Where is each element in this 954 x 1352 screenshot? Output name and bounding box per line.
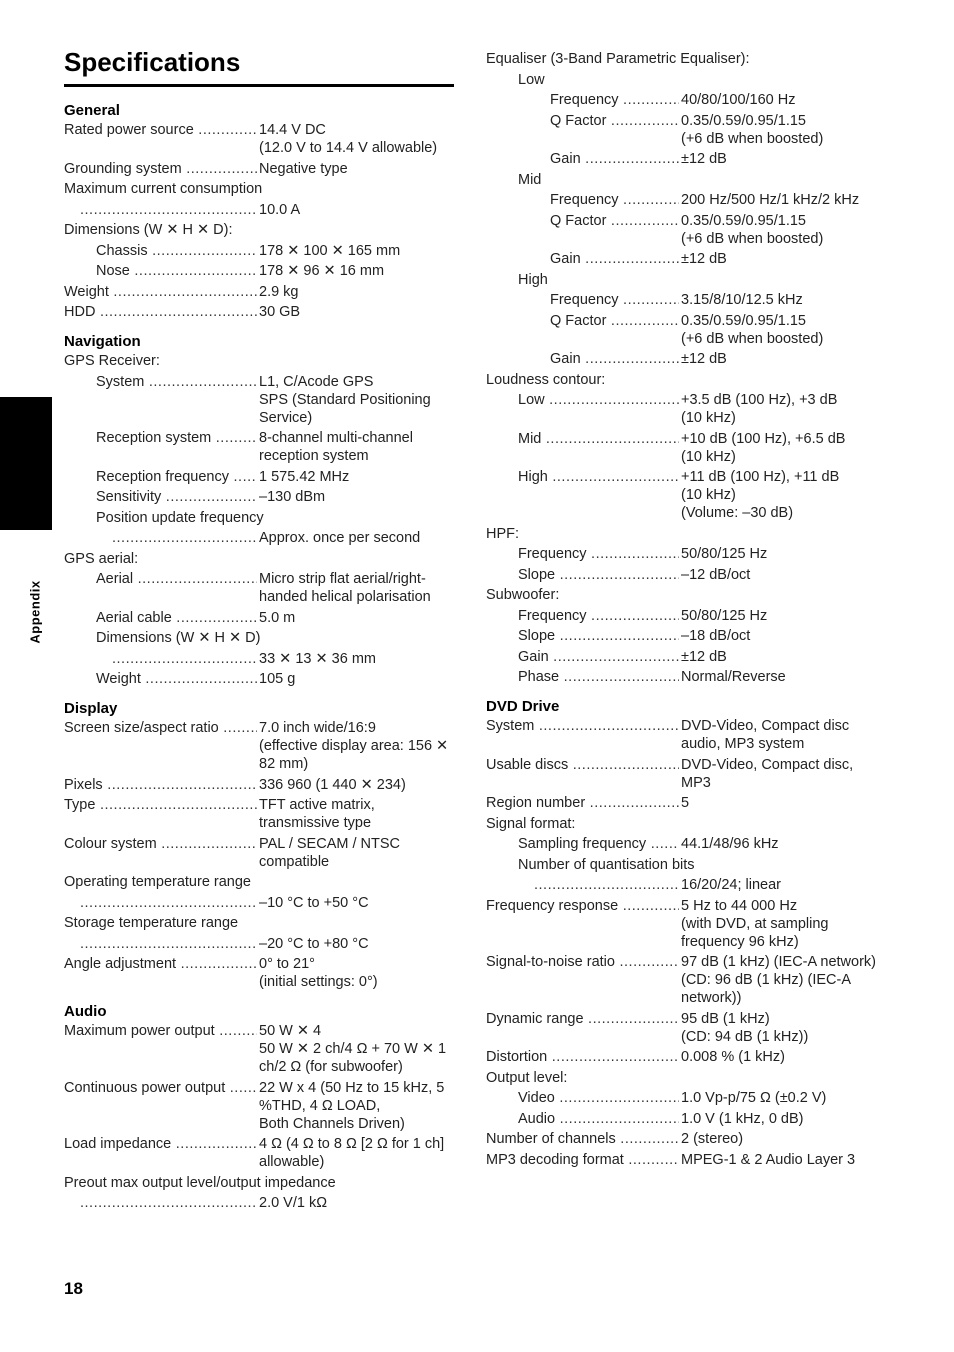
spec-row: [486, 1130, 876, 1148]
spec-value: 5: [681, 795, 690, 811]
spec-label: Storage temperature range: [64, 915, 239, 931]
spec-label: Usable discs .....: [486, 756, 679, 792]
spec-label: Rated power source .....: [64, 121, 257, 157]
spec-row: [64, 796, 456, 832]
spec-value: –12 dB/oct: [681, 566, 751, 583]
spec-row: [64, 160, 456, 178]
spec-value: +3.5 dB (100 Hz), +3 dB (10 kHz): [681, 392, 838, 426]
spec-value: 105 g: [259, 671, 296, 687]
spec-row: [486, 717, 876, 753]
page-number: 18: [64, 1279, 83, 1298]
spec-label: Preout max output level/output impedance: [64, 1174, 336, 1191]
spec-value: 50/80/125 Hz: [681, 546, 768, 562]
spec-label: Phase .....: [518, 668, 679, 686]
spec-row: [486, 756, 876, 792]
spec-value: 8-channel multi-channel reception system: [259, 430, 413, 464]
spec-row: [64, 1135, 456, 1171]
spec-row: [64, 429, 456, 465]
spec-row: [486, 566, 876, 584]
spec-row: [64, 955, 456, 991]
spec-label: Gain .....: [550, 250, 679, 268]
left-column: [64, 101, 456, 1215]
spec-label: Frequency .....: [518, 545, 679, 563]
spec-value: MPEG-1 & 2 Audio Layer 3: [681, 1151, 856, 1168]
spec-row: [64, 670, 456, 688]
spec-label: Maximum power output .....: [64, 1022, 257, 1076]
spec-label: Position update frequency: [96, 509, 264, 526]
spec-value: ±12 dB: [681, 351, 727, 367]
spec-label: Weight .....: [64, 283, 257, 301]
spec-row: [486, 312, 876, 348]
spec-label: Weight .....: [96, 670, 257, 688]
spec-row: [64, 1194, 456, 1212]
spec-row: [64, 373, 456, 427]
spec-row: [486, 794, 876, 812]
spec-label: Continuous power output .....: [64, 1079, 257, 1133]
spec-row: [486, 876, 876, 894]
spec-value: 44.1/48/96 kHz: [681, 836, 779, 852]
spec-label: Signal-to-noise ratio .....: [486, 953, 679, 1007]
spec-row: [64, 242, 456, 260]
spec-label: Dimensions (W ✕ H ✕ D):: [64, 222, 233, 238]
spec-value: 2.9 kg: [259, 283, 299, 300]
spec-label: Nose .....: [96, 262, 257, 280]
spec-label: Gain .....: [550, 150, 679, 168]
spec-row: [486, 953, 876, 1007]
spec-label: Reception frequency .....: [96, 468, 257, 486]
spec-label: System .....: [96, 373, 257, 427]
spec-row: [486, 250, 876, 268]
section-heading-general: General: [64, 102, 120, 119]
spec-value: 178 ✕ 100 ✕ 165 mm: [259, 242, 401, 259]
spec-value: 16/20/24; linear: [681, 877, 781, 893]
spec-label: Q Factor .....: [550, 312, 679, 348]
spec-row: [486, 150, 876, 168]
spec-group-label: Loudness contour:: [486, 371, 606, 388]
spec-value: 2 (stereo): [681, 1131, 744, 1147]
spec-label: GPS aerial:: [64, 550, 139, 567]
spec-label: HDD .....: [64, 303, 257, 321]
spec-label: Frequency .....: [550, 91, 679, 109]
spec-value: 3.15/8/10/12.5 kHz: [681, 292, 803, 308]
spec-label: Frequency response .....: [486, 897, 679, 951]
spec-label: Mid .....: [518, 430, 679, 466]
spec-row: [64, 529, 456, 547]
right-column: [486, 50, 876, 1171]
spec-value: 336 960 (1 440 ✕ 234): [259, 776, 406, 793]
spec-label: Slope .....: [518, 627, 679, 645]
spec-label: System .....: [486, 717, 679, 753]
spec-group-label: Equaliser (3-Band Parametric Equaliser):: [486, 51, 750, 67]
spec-row: [486, 112, 876, 148]
spec-value: 33 ✕ 13 ✕ 36 mm: [259, 650, 376, 667]
spec-row: [64, 894, 456, 912]
spec-label: Chassis .....: [96, 242, 257, 260]
spec-value: –130 dBm: [259, 489, 326, 505]
spec-value: ±12 dB: [681, 151, 727, 167]
spec-value: 40/80/100/160 Hz: [681, 92, 796, 108]
spec-value: Micro strip flat aerial/right-handed helical polarisation: [259, 571, 431, 605]
spec-value: –18 dB/oct: [681, 628, 751, 644]
spec-value: 0.35/0.59/0.95/1.15 (+6 dB when boosted): [681, 312, 824, 347]
spec-label: Grounding system .....: [64, 160, 257, 178]
spec-row: [486, 545, 876, 563]
spec-value: DVD-Video, Compact disc, MP3: [681, 756, 854, 791]
spec-value: 10.0 A: [259, 201, 301, 218]
spec-value: 50 W ✕ 4 50 W ✕ 2 ch/4 Ω + 70 W ✕ 1 ch/2 Ω (for subwoofer): [259, 1023, 447, 1075]
spec-row: [486, 350, 876, 368]
spec-value: Negative type: [259, 160, 348, 177]
spec-row: [64, 1079, 456, 1133]
spec-label: Frequency .....: [518, 607, 679, 625]
spec-subgroup-label: High: [518, 271, 548, 288]
spec-label: Slope .....: [518, 566, 679, 584]
spec-row: [64, 303, 456, 321]
spec-row: [64, 1022, 456, 1076]
spec-row: [64, 262, 456, 280]
spec-label: Aerial .....: [96, 570, 257, 606]
spec-label: Aerial cable .....: [96, 609, 257, 627]
spec-value: +11 dB (100 Hz), +11 dB (10 kHz) (Volume: –30 dB): [681, 469, 840, 521]
spec-value: 97 dB (1 kHz) (IEC-A network) (CD: 96 dB (1 kHz) (IEC-A network)): [681, 954, 876, 1006]
spec-row: [64, 488, 456, 506]
spec-value: 30 GB: [259, 304, 301, 320]
page-title: Specifications: [64, 44, 454, 87]
spec-subgroup-label: Low: [518, 71, 545, 88]
spec-subgroup-label: Mid: [518, 171, 542, 188]
spec-row: [64, 719, 456, 773]
section-heading-navigation: Navigation: [64, 333, 141, 350]
spec-row: [486, 1089, 876, 1107]
spec-value: 50/80/125 Hz: [681, 607, 768, 624]
spec-value: 2.0 V/1 kΩ: [259, 1195, 328, 1211]
spec-group-label: Signal format:: [486, 815, 576, 832]
spec-row: [486, 1151, 876, 1169]
spec-label: Region number .....: [486, 794, 679, 812]
spec-row: [64, 468, 456, 486]
spec-value: TFT active matrix, transmissive type: [259, 797, 375, 831]
spec-value: 7.0 inch wide/16:9 (effective display area: 156 ✕ 82 mm): [259, 720, 449, 772]
spec-row: [64, 121, 456, 157]
spec-label: Gain .....: [518, 648, 679, 666]
section-heading-display: Display: [64, 700, 118, 717]
spec-row: [486, 668, 876, 686]
spec-value: 5.0 m: [259, 609, 296, 626]
spec-label: MP3 decoding format .....: [486, 1151, 679, 1169]
spec-row: [64, 835, 456, 871]
spec-value: Approx. once per second: [259, 530, 421, 546]
spec-value: PAL / SECAM / NTSC compatible: [259, 835, 400, 870]
spec-value: –20 °C to +80 °C: [259, 935, 369, 952]
spec-row: [64, 776, 456, 794]
spec-label: Operating temperature range: [64, 874, 251, 890]
spec-value: 22 W x 4 (50 Hz to 15 kHz, 5 %THD, 4 Ω LOAD, Both Channels Driven): [259, 1079, 445, 1132]
spec-value: ±12 dB: [681, 648, 727, 665]
spec-label: Frequency .....: [550, 191, 679, 209]
spec-value: DVD-Video, Compact disc audio, MP3 system: [681, 718, 850, 752]
spec-row: [486, 897, 876, 951]
spec-row: [486, 1010, 876, 1046]
spec-row: [64, 570, 456, 606]
spec-label: Distortion .....: [486, 1048, 679, 1066]
spec-value: 5 Hz to 44 000 Hz (with DVD, at sampling frequency 96 kHz): [681, 897, 829, 950]
spec-row: [486, 648, 876, 666]
spec-label: Sensitivity .....: [96, 488, 257, 506]
spec-row: [64, 201, 456, 219]
spec-row: [486, 607, 876, 625]
spec-value: 1.0 Vp-p/75 Ω (±0.2 V): [681, 1090, 827, 1106]
spec-label: Audio .....: [518, 1110, 679, 1128]
spec-value: 178 ✕ 96 ✕ 16 mm: [259, 263, 385, 279]
section-side-label: Appendix: [27, 580, 43, 644]
spec-row: [486, 1110, 876, 1128]
spec-value: ±12 dB: [681, 251, 727, 267]
spec-label: Video .....: [518, 1089, 679, 1107]
spec-value: 95 dB (1 kHz) (CD: 94 dB (1 kHz)): [681, 1010, 809, 1045]
spec-value: 1 575.42 MHz: [259, 468, 350, 485]
spec-label: Screen size/aspect ratio .....: [64, 719, 257, 773]
spec-label: Colour system .....: [64, 835, 257, 871]
spec-value: 200 Hz/500 Hz/1 kHz/2 kHz: [681, 192, 860, 208]
spec-label: Angle adjustment .....: [64, 955, 257, 991]
section-heading-dvd-drive: DVD Drive: [486, 698, 560, 715]
spec-row: [64, 609, 456, 627]
spec-label: High .....: [518, 468, 679, 522]
spec-value: Normal/Reverse: [681, 669, 786, 685]
spec-label: Pixels .....: [64, 776, 257, 794]
spec-label: Dimensions (W ✕ H ✕ D): [96, 630, 261, 646]
spec-label: Maximum current consumption: [64, 181, 263, 197]
spec-value: 0.35/0.59/0.95/1.15 (+6 dB when boosted): [681, 212, 824, 247]
spec-row: [64, 283, 456, 301]
spec-row: [486, 191, 876, 209]
spec-value: +10 dB (100 Hz), +6.5 dB (10 kHz): [681, 430, 846, 465]
spec-label: Dynamic range .....: [486, 1010, 679, 1046]
spec-group-label: HPF:: [486, 525, 520, 542]
spec-label: Frequency .....: [550, 291, 679, 309]
spec-row: [486, 430, 876, 466]
spec-row: [64, 650, 456, 668]
spec-label: Reception system .....: [96, 429, 257, 465]
spec-value: 4 Ω (4 Ω to 8 Ω [2 Ω for 1 ch] allowable): [259, 1136, 445, 1170]
spec-value: 14.4 V DC (12.0 V to 14.4 V allowable): [259, 122, 438, 156]
spec-row: [486, 835, 876, 853]
section-tab-marker: [0, 397, 52, 530]
spec-label: Load impedance .....: [64, 1135, 257, 1171]
spec-value: L1, C/Acode GPS SPS (Standard Positioning Service): [259, 373, 431, 426]
spec-label: Gain .....: [550, 350, 679, 368]
spec-label: Q Factor .....: [550, 112, 679, 148]
spec-label: Low .....: [518, 391, 679, 427]
spec-row: [486, 291, 876, 309]
spec-label: Sampling frequency .....: [518, 835, 679, 853]
spec-group-label: Subwoofer:: [486, 587, 560, 603]
spec-value: 0.008 % (1 kHz): [681, 1049, 785, 1065]
spec-value: –10 °C to +50 °C: [259, 894, 369, 911]
spec-row: [486, 468, 876, 522]
spec-row: [486, 212, 876, 248]
spec-label: Q Factor .....: [550, 212, 679, 248]
spec-value: 0° to 21° (initial settings: 0°): [259, 956, 378, 990]
spec-label: Type .....: [64, 796, 257, 832]
spec-row: [486, 627, 876, 645]
spec-value: 1.0 V (1 kHz, 0 dB): [681, 1110, 804, 1127]
spec-label: Number of channels .....: [486, 1130, 679, 1148]
spec-row: [486, 1048, 876, 1066]
spec-value: 0.35/0.59/0.95/1.15 (+6 dB when boosted): [681, 112, 824, 147]
section-heading-audio: Audio: [64, 1003, 107, 1020]
spec-row: [486, 91, 876, 109]
spec-row: [64, 935, 456, 953]
spec-row: [486, 391, 876, 427]
spec-group-label: Output level:: [486, 1069, 568, 1086]
spec-label: Number of quantisation bits: [518, 856, 695, 873]
spec-label: GPS Receiver:: [64, 353, 160, 369]
